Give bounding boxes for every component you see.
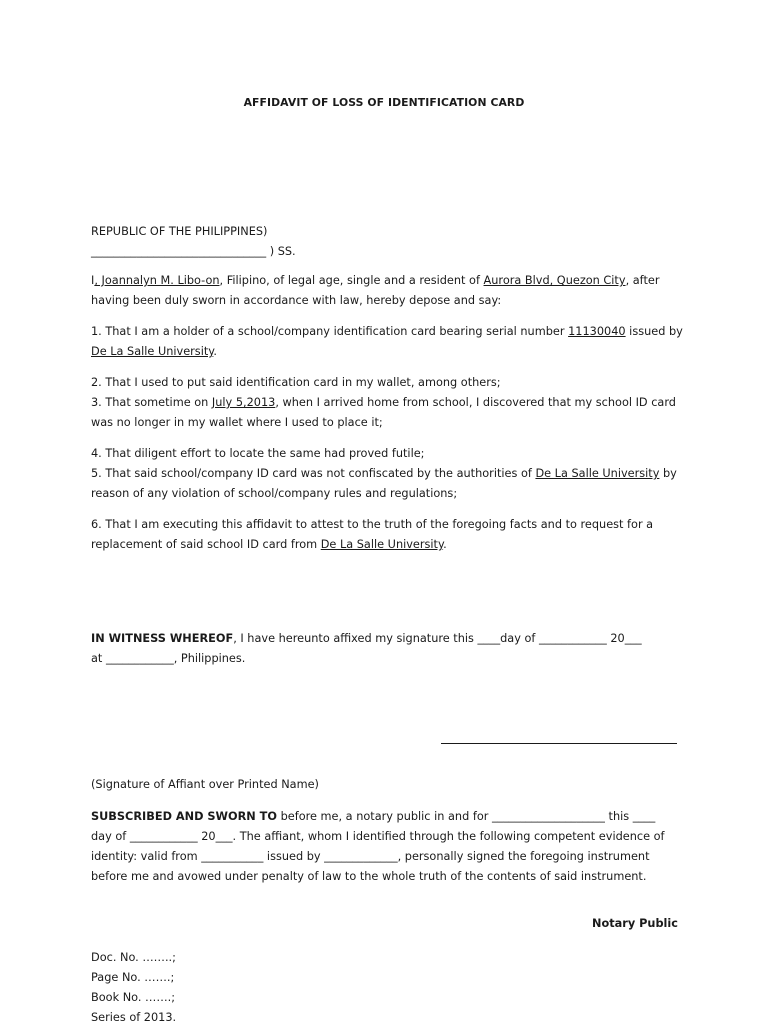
item-1-end: . [213, 345, 217, 358]
page-no: Page No. …….; [91, 971, 175, 984]
serial-number: 11130040 [568, 325, 626, 338]
item-1-issued-by: issued by [625, 325, 683, 338]
jurat-heading: SUBSCRIBED AND SWORN TO [91, 810, 277, 823]
intro-suffix: , after having been duly sworn in accordance with law, hereby depose and say: [91, 274, 660, 307]
item-3-text: 3. That sometime on [91, 396, 212, 409]
affiant-name: , Joannalyn M. Libo-on [94, 274, 220, 287]
venue-blank: _______________________________ [91, 245, 267, 258]
item-1-text: 1. That I am a holder of a school/company identification card bearing serial number [91, 325, 569, 338]
item-4: 4. That diligent effort to locate the same had proved futile; [91, 447, 425, 460]
item-5 [91, 464, 691, 504]
items-2-3 [91, 373, 691, 433]
docket-block [91, 948, 691, 1028]
item-5-org: De La Salle University [535, 467, 660, 480]
witness-heading: IN WITNESS WHEREOF [91, 632, 234, 645]
intro-prefix: I [91, 274, 95, 287]
document-title: AFFIDAVIT OF LOSS OF IDENTIFICATION CARD [243, 96, 525, 109]
venue-city-line [91, 242, 691, 262]
issuer-name: De La Salle University [91, 345, 214, 358]
jurat-paragraph [91, 807, 679, 887]
witness-text: , I have hereunto affixed my signature this ____day of ____________ 20___ at ____________, Philippines. [91, 632, 642, 665]
item-5-text: 5. That said school/company ID card was not confiscated by the authorities of [91, 467, 536, 480]
item-3-rest: , when I arrived home from school, I discovered that my school ID card was no longer in my wallet where I used to place it; [91, 396, 676, 429]
item-2: 2. That I used to put said identification card in my wallet, among others; [91, 376, 501, 389]
item-5-rest: by reason of any violation of school/company rules and regulations; [91, 467, 677, 500]
items-4-5 [91, 444, 691, 504]
item-6 [91, 515, 691, 555]
doc-no: Doc. No. ……..; [91, 951, 176, 964]
item-6-org: De La Salle University [320, 538, 444, 551]
notary-public-label: Notary Public [592, 917, 678, 930]
item-6-end: . [443, 538, 447, 551]
loss-date: July 5,2013 [211, 396, 276, 409]
item-1 [91, 322, 691, 362]
affiant-address: Aurora Blvd, Quezon City [483, 274, 626, 287]
item-3 [91, 393, 691, 433]
intro-mid: , Filipino, of legal age, single and a resident of [219, 274, 484, 287]
venue-ss: ) SS. [266, 245, 296, 258]
venue-block [91, 222, 691, 262]
venue-country: REPUBLIC OF THE PHILIPPINES) [91, 225, 268, 238]
witness-paragraph [91, 629, 651, 669]
signature-caption: (Signature of Affiant over Printed Name) [91, 778, 319, 791]
item-6-text: 6. That I am executing this affidavit to attest to the truth of the foregoing facts and to request for a replacement of said school ID card from [91, 518, 654, 551]
jurat-text: before me, a notary public in and for ____________________ this ____ day of ____________ 20___. The affiant, whom I identified through the following competent evidence of identity: valid from ___________ issued by _____________, personally signed the foregoing instrument before me and avowed under penalty of law to the whole truth of the contents of said instrument. [91, 810, 665, 883]
book-no: Book No. …….; [91, 991, 176, 1004]
intro-paragraph [91, 271, 691, 311]
series: Series of 2013. [91, 1011, 177, 1024]
signature-line [441, 743, 677, 744]
